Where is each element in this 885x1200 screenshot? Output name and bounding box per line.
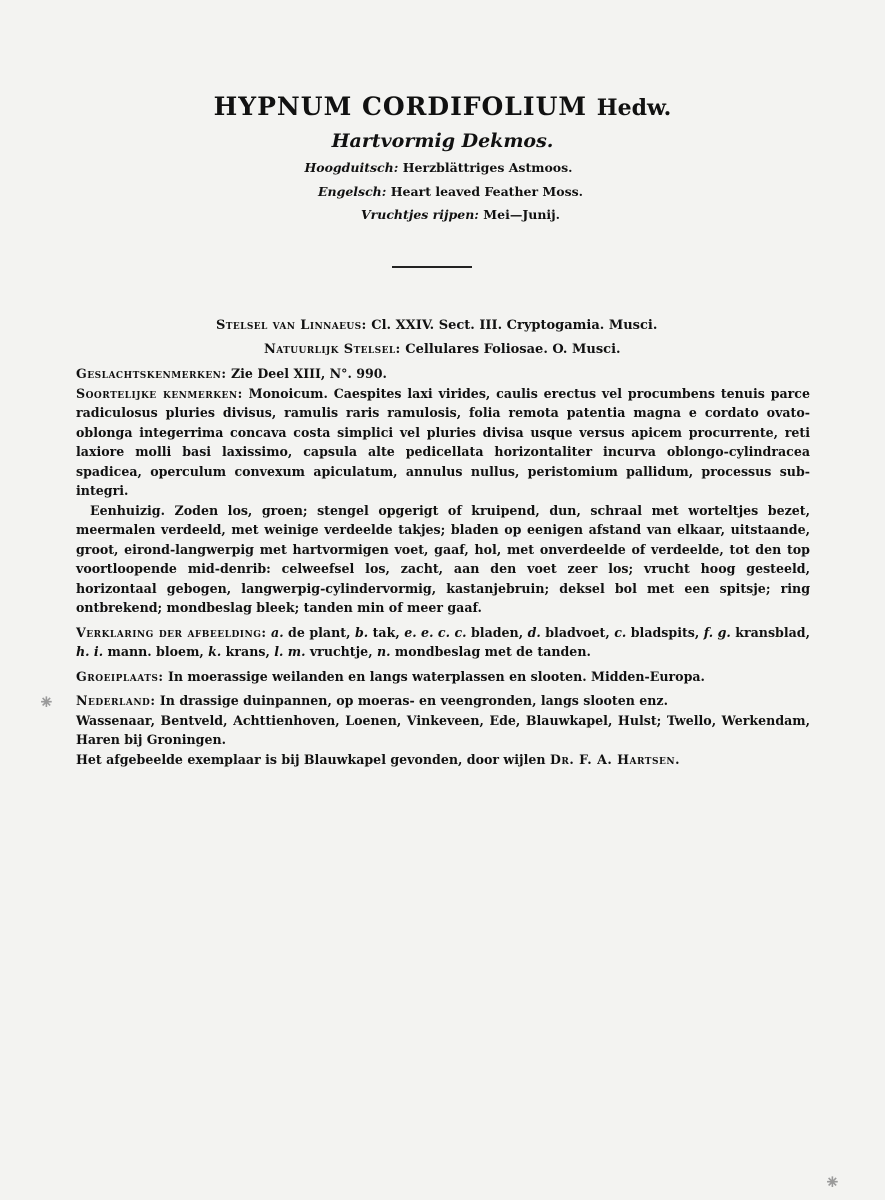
figure-explanation: [76, 623, 810, 662]
figure-key-meaning: bladspits,: [626, 624, 704, 640]
english-name-line: [8, 184, 885, 199]
netherlands-value: In drassige duinpannen, op moeras- en veengronden, langs slooten enz.: [159, 693, 668, 708]
figure-key-meaning: mondbeslag met de tanden.: [390, 644, 591, 659]
netherlands-label: Nederland:: [76, 693, 156, 708]
genus-value: Zie Deel XIII, N°. 990.: [230, 366, 387, 381]
specimen-finder: Dr. F. A. Hartsen.: [549, 751, 680, 767]
natural-label: Natuurlijk Stelsel:: [264, 342, 401, 357]
species-characters-dutch: Eenhuizig. Zoden los, groen; stengel opgerigt of kruipend, dun, schraal met worteltjes bezet, meermalen verdeeld, met weinige verdeelde takjes; bladen op eenigen afstand van elkaar, uitstaande, groot, eirond-langwerpig met hartvormigen voet, gaaf, hol, met onverdeelde of verdeelde, tot den top voortloopende mid-denrib: celweefsel los, zacht, aan den voet zeer los; vrucht hoog gesteeld, horizontaal gebogen, langwerpig-cylindervormig, kastanjebruin; deksel bol met een spitsje; ring ontbrekend; mondbeslag bleek; tanden min of meer gaaf.: [76, 502, 810, 615]
habitat-value: In moerassige weilanden en langs waterplassen en slooten. Midden-Europa.: [167, 668, 705, 684]
netherlands-habitat: [76, 691, 810, 711]
dutch-name: Hartvormig Dekmos.: [331, 130, 554, 152]
german-name-line: [0, 160, 881, 175]
paper-speck: ⁕: [38, 690, 55, 714]
specimen-text: Het afgebeelde exemplaar is bij Blauwkapel gevonden, door wijlen: [76, 751, 546, 767]
netherlands-places: Wassenaar, Bentveld, Achttienhoven, Loenen, Vinkeveen, Ede, Blauwkapel, Hulst; Twello, Werkendam, Haren bij Groningen.: [76, 712, 810, 747]
figure-key-meaning: vruchtje,: [305, 644, 377, 659]
figure-key: d.: [527, 624, 541, 640]
figure-key-meaning: tak,: [368, 624, 405, 640]
latin-description: Monoicum. Caespites laxi virides, caulis erectus vel procumbens tenuis parce radiculosus pluries divisus, ramulis raris ramulosis, folia remota patentia magna e cordato ovato-oblonga integerrima concava costa simplici vel pluries divisa usque versus apicem procurrente, reti laxiore molli basi laxissimo, capsula alte pedicellata horizontaliter incurva oblongo-cylindracea spadicea, operculum convexum apiculatum, annulus nullus, peristomium pallidum, processus sub-integri.: [76, 385, 810, 498]
figure-key-meaning: bladvoet,: [540, 624, 615, 640]
species-author: Hedw.: [596, 95, 672, 121]
english-label: Engelsch:: [317, 184, 387, 199]
paper-speck: ⁕: [824, 1170, 841, 1194]
natural-system: [264, 342, 621, 357]
figure-key: e. e. c. c.: [404, 624, 467, 640]
description-body: [76, 364, 810, 769]
natural-value: Cellulares Foliosae. O. Musci.: [405, 342, 621, 357]
english-name: Heart leaved Feather Moss.: [390, 184, 584, 199]
linnaeus-value: Cl. XXIV. Sect. III. Cryptogamia. Musci.: [371, 318, 658, 333]
figure-key: c.: [614, 624, 627, 640]
habitat-label: Groeiplaats:: [76, 668, 164, 684]
figure-key: l. m.: [274, 644, 306, 659]
figure-key-meaning: mann. bloem,: [103, 644, 209, 659]
genus-characters: [76, 364, 810, 384]
ripening-label: Vruchtjes rijpen:: [360, 207, 479, 222]
figure-key-meaning: krans,: [221, 644, 275, 659]
divider: [392, 266, 472, 268]
figure-key: n.: [376, 644, 391, 659]
species-name: HYPNUM CORDIFOLIUM: [213, 92, 588, 121]
species-title: [0, 92, 885, 121]
figure-key: b.: [354, 624, 369, 640]
figure-key: f. g.: [703, 624, 731, 640]
habitat: [76, 667, 810, 687]
figure-explanation-label: Verklaring der afbeelding:: [76, 624, 267, 640]
specimen-note: [76, 750, 810, 770]
ripening-value: Mei—Junij.: [483, 207, 561, 222]
figure-key: a.: [271, 624, 284, 640]
german-label: Hoogduitsch:: [304, 160, 399, 175]
figure-key-meaning: kransblad,: [730, 624, 810, 640]
figure-key-meaning: de plant,: [283, 624, 355, 640]
ripening-line: [18, 207, 885, 222]
species-characters-label: Soortelijke kenmerken:: [76, 385, 243, 401]
german-name: Herzblättriges Astmoos.: [402, 160, 573, 175]
linnaeus-label: Stelsel van Linnaeus:: [216, 318, 367, 333]
figure-key: k.: [208, 644, 222, 659]
figure-key-meaning: bladen,: [466, 624, 528, 640]
species-characters-latin: [76, 384, 810, 501]
figure-key: h. i.: [76, 644, 104, 659]
linnaeus-system: [216, 318, 657, 333]
genus-label: Geslachtskenmerken:: [76, 366, 227, 381]
